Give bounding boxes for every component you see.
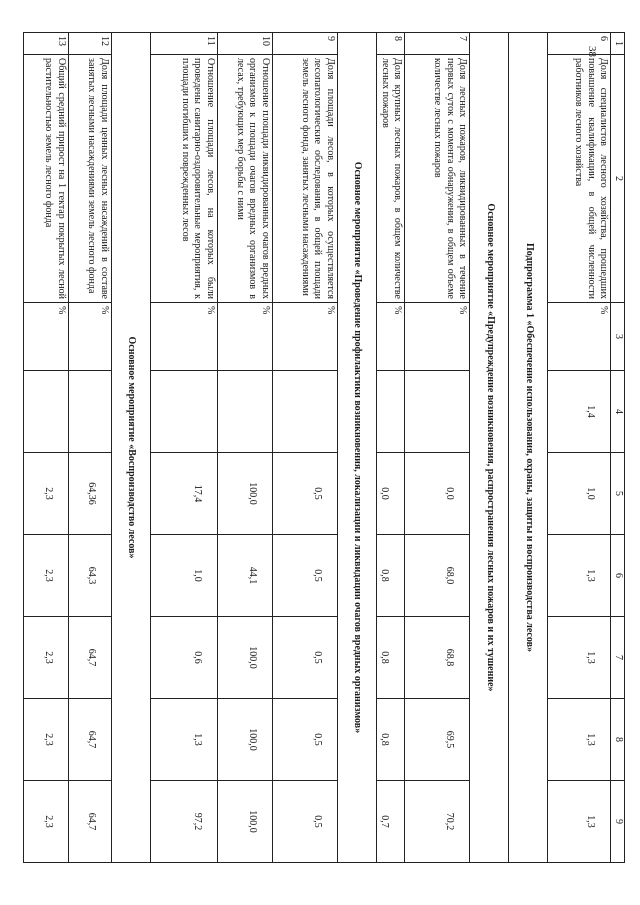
value-cell: 0,8: [377, 617, 406, 699]
section-heading-row: [509, 33, 548, 863]
indicator-row: [151, 33, 218, 863]
value-cell: 68,8: [405, 617, 470, 699]
value-cell: 0,5: [273, 781, 338, 863]
indicator-row: [218, 33, 273, 863]
value-cell: 2,3: [24, 617, 69, 699]
value-cell: 0,5: [273, 617, 338, 699]
section-heading-row: [112, 33, 151, 863]
column-number-cell: 4: [611, 371, 625, 453]
column-number-cell: 7: [611, 617, 625, 699]
unit-cell: %: [69, 303, 112, 371]
value-cell: 2,3: [24, 699, 69, 781]
page-number: 38: [586, 46, 598, 57]
indicator-row: [273, 33, 338, 863]
value-cell: 1,0: [548, 453, 611, 535]
indicator-name: Общий средний прирост на 1 гектар покрытых лесной растительностью земель лесного фонда: [43, 58, 67, 299]
row-number: 8: [377, 33, 406, 55]
indicator-name-cell: [69, 55, 112, 303]
value-cell: 100,0: [218, 699, 273, 781]
indicator-row: [548, 33, 611, 863]
value-cell: [377, 371, 406, 453]
column-number-cell: 3: [611, 303, 625, 371]
section-heading: Основное мероприятие «Воспроизводство лесов»: [112, 33, 151, 863]
value-cell: 1,3: [548, 699, 611, 781]
section-heading-row: [470, 33, 509, 863]
value-cell: 0,0: [405, 453, 470, 535]
indicator-name: Доля крупных лесных пожаров, в общем количестве лесных пожаров: [380, 58, 404, 299]
value-cell: 69,5: [405, 699, 470, 781]
value-cell: 0,5: [273, 699, 338, 781]
row-number: 7: [405, 33, 470, 55]
column-number-cell: 5: [611, 453, 625, 535]
row-number: 12: [69, 33, 112, 55]
indicator-name: Доля площади лесов, в которых осуществляется лесопатологические обследования, в общей площади земель лесного фонда, занятых лесными насаждениями: [300, 58, 336, 299]
unit-cell: %: [24, 303, 69, 371]
value-cell: 97,2: [151, 781, 218, 863]
value-cell: [405, 371, 470, 453]
row-number: 6: [548, 33, 611, 55]
indicator-name-cell: [151, 55, 218, 303]
value-cell: 0,8: [377, 699, 406, 781]
value-cell: 0,7: [377, 781, 406, 863]
value-cell: 64,7: [69, 781, 112, 863]
indicator-name-cell: [405, 55, 470, 303]
section-heading: Основное мероприятие «Проведение профилактики возникновения, локализации и ликвидации очагов вредных организмов»: [338, 33, 377, 863]
section-heading: Основное мероприятие «Предупреждение возникновения, распространения лесных пожаров и их тушение»: [470, 33, 509, 863]
table-body: [24, 33, 612, 863]
value-cell: 100,0: [218, 453, 273, 535]
value-cell: [24, 371, 69, 453]
unit-cell: %: [218, 303, 273, 371]
indicator-row: [24, 33, 69, 863]
value-cell: 44,1: [218, 535, 273, 617]
unit-cell: %: [151, 303, 218, 371]
indicator-name: Доля площади ценных лесных насаждений в составе занятых лесными насаждениями земель лесного фонда: [86, 58, 110, 299]
value-cell: 64,7: [69, 699, 112, 781]
value-cell: 68,0: [405, 535, 470, 617]
value-cell: 2,3: [24, 535, 69, 617]
unit-cell: %: [377, 303, 406, 371]
value-cell: 1,3: [548, 617, 611, 699]
value-cell: 2,3: [24, 781, 69, 863]
unit-cell: %: [405, 303, 470, 371]
value-cell: 2,3: [24, 453, 69, 535]
indicator-row: [377, 33, 406, 863]
column-number-cell: 2: [611, 55, 625, 303]
value-cell: 1,3: [548, 535, 611, 617]
value-cell: 0,0: [377, 453, 406, 535]
row-number: 9: [273, 33, 338, 55]
value-cell: 1,0: [151, 535, 218, 617]
value-cell: 100,0: [218, 781, 273, 863]
indicator-name-cell: [218, 55, 273, 303]
row-number: 13: [24, 33, 69, 55]
value-cell: 64,3: [69, 535, 112, 617]
value-cell: 1,3: [151, 699, 218, 781]
value-cell: 0,6: [151, 617, 218, 699]
column-number-cell: 1: [611, 33, 625, 55]
value-cell: 1,3: [548, 781, 611, 863]
indicator-name: Отношение площади лесов, на которых были проведены санитарно-оздоровительные мероприятия, к площади погибших и поврежденных лесов: [180, 58, 216, 299]
value-cell: 17,4: [151, 453, 218, 535]
indicator-name: Доля лесных пожаров, ликвидированных в течение первых суток с момента обнаружения, в общем объеме количестве лесных пожаров: [432, 58, 469, 299]
indicator-row: [405, 33, 470, 863]
indicator-name-cell: [273, 55, 338, 303]
indicator-name: Отношение площади ликвидированных очагов вредных организмов к площади очагов вредных организмов в лесах, требующих мер борьбы с ними: [235, 58, 271, 299]
value-cell: 1,4: [548, 371, 611, 453]
value-cell: 70,2: [405, 781, 470, 863]
value-cell: 0,5: [273, 453, 338, 535]
column-number-cell: 6: [611, 535, 625, 617]
value-cell: 0,5: [273, 535, 338, 617]
value-cell: [273, 371, 338, 453]
value-cell: 100,0: [218, 617, 273, 699]
indicators-table: [23, 32, 625, 863]
indicator-name-cell: [377, 55, 406, 303]
section-heading: Подпрограмма 1 «Обеспечение использования, охраны, защиты и воспроизводства лесов»: [509, 33, 548, 863]
indicator-row: [69, 33, 112, 863]
indicator-name-cell: [24, 55, 69, 303]
section-heading-row: [338, 33, 377, 863]
rotated-page-content: [43, 32, 625, 862]
column-number-cell: 8: [611, 699, 625, 781]
value-cell: 64,7: [69, 617, 112, 699]
value-cell: [218, 371, 273, 453]
unit-cell: %: [273, 303, 338, 371]
column-number-cell: 9: [611, 781, 625, 863]
indicator-name: Доля специалистов лесного хозяйства, прошедших повышение квалификации, в общей численности работников лесного хозяйства: [573, 58, 610, 299]
value-cell: 0,8: [377, 535, 406, 617]
row-number: 11: [151, 33, 218, 55]
value-cell: [69, 371, 112, 453]
value-cell: [151, 371, 218, 453]
indicator-name-cell: [548, 55, 611, 303]
value-cell: 64,36: [69, 453, 112, 535]
unit-cell: %: [548, 303, 611, 371]
row-number: 10: [218, 33, 273, 55]
column-number-row: [611, 33, 625, 863]
